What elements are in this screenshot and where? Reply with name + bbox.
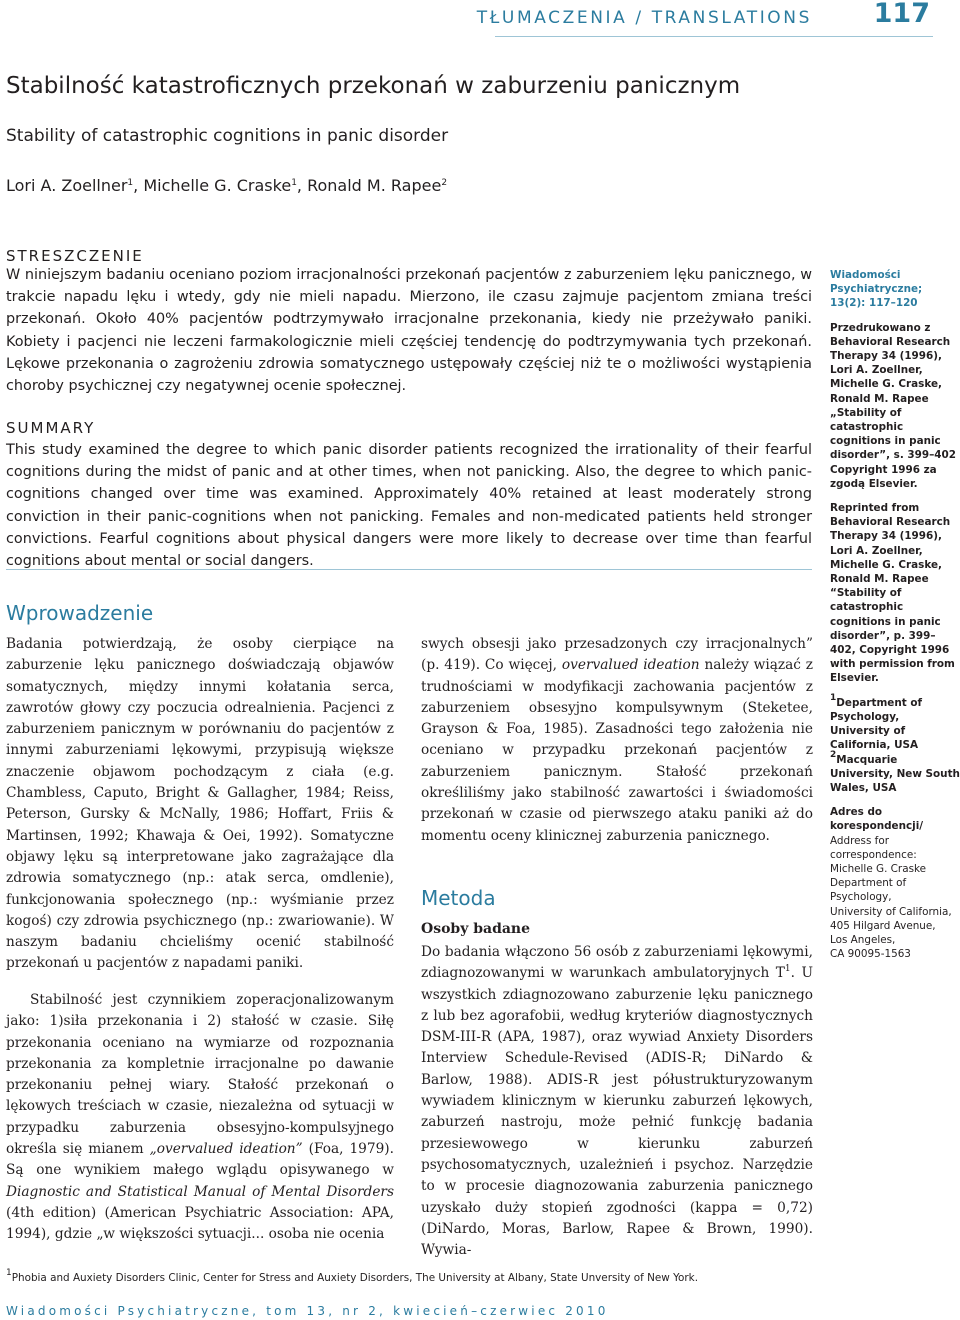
affiliation-sup: 2 xyxy=(830,749,837,760)
body-paragraph xyxy=(421,942,813,1261)
correspondence-line: University of California, xyxy=(830,905,952,918)
footnote xyxy=(6,1268,698,1284)
correspondence-line: Michelle G. Craske xyxy=(830,862,927,875)
text-run: (4th edition) (American Psychiatric Association: APA, 1994), gdzie „w większości sytuacji... osoba nie ocenia xyxy=(6,1204,394,1243)
page-number: 117 xyxy=(873,0,930,29)
footnote-text: Phobia and Auxiety Disorders Clinic, Center for Stress and Auxiety Disorders, The University at Albany, State Unversity of New York. xyxy=(11,1272,698,1284)
affiliation-2 xyxy=(830,749,960,796)
body-paragraph xyxy=(421,634,813,847)
intro-heading: Wprowadzenie xyxy=(6,601,154,625)
summary-text: This study examined the degree to which panic disorder patients recognized the irrationality of their fearful cognitions during the midst of panic and at other times, when not panicking. Also, the degree to which panic-cognitions changed over time was examined. Approximately 40% retained at least moderately strong conviction in their panic-cognitions when not panicking. Females and non-medicated patients held stronger convictions. Fearful cognitions about physical dangers were more likely to decrease over time than fearful cognitions about mental or social dangers. xyxy=(6,442,812,570)
summary-heading: SUMMARY xyxy=(6,419,96,437)
affiliation-1 xyxy=(830,692,960,753)
text-run: swych obsesji jako przesadzonych czy irracjonalnych” (p. 419). Co więcej, xyxy=(421,636,813,674)
text-run: Stabilność jest czynnikiem zoperacjonalizowanym jako: 1)siła przekonania i 2) stałość w czasie. Siłę przekonania oceniano na wymiarze od rozpoznania przekonania za kompletnie irracjonalne po dawanie przekonaniu pełnej wiary. Stałość przekonań o lękowych treściach w czasie, niezależna od sytuacji w przypadku zaburzenia obsesyjno-kompulsyjnego określa się mianem xyxy=(6,992,394,1158)
correspondence-line: CA 90095-1563 xyxy=(830,948,911,961)
body-paragraph xyxy=(6,990,394,1246)
author-name: Ronald M. Rapee xyxy=(307,176,442,195)
article-subtitle: Stability of catastrophic cognitions in panic disorder xyxy=(6,126,449,146)
affiliations xyxy=(830,692,960,795)
section-divider xyxy=(6,569,812,570)
correspondence-label: Adres do korespondencji/ xyxy=(830,806,924,833)
journal-info xyxy=(830,268,960,311)
text-run: Do badania włączono 56 osób z zaburzeniami lękowymi, zdiagnozowanymi w warunkach ambulatoryjnych T xyxy=(421,944,813,982)
abstract-text: W niniejszym badaniu oceniano poziom irracjonalności przekonań pacjentów z zaburzeniem lęku panicznego, w trakcie napadu lęku i wtedy, gdy nie mieli napadu. Mierzono, ile czasu zajmuje pacjentom zmiana treści przekonań. Około 40% pacjentów podtrzymywało irracjonalne przekonania, kiedy nie przeżywało paniki. Kobiety i pacjenci nie leczeni farmakologicznie mieli częściej tendencję do podtrzymywania tych przekonań. Lękowe przekonania o zagrożeniu zdrowia somatycznego ustępowały częściej niż te o możliwości wystąpienia choroby psychicznej czy negatywnej ocenie społecznej. xyxy=(6,267,812,395)
correspondence-line: Los Angeles, xyxy=(830,933,896,946)
correspondence-line: 405 Hilgard Avenue, xyxy=(830,919,936,932)
correspondence-line: Department of Psychology, xyxy=(830,877,907,904)
journal-issue: 13(2): 117–120 xyxy=(830,297,918,310)
text-run: . U wszystkich zdiagnozowano zaburzenie lęku panicznego z lub bez agorafobii, według kryteriów diagnostycznych DSM-III-R (APA, 1987), oraz wywiad Anxiety Disorders Interview Schedule-Revised (ADIS-R; DiNardo & Barlow, 1988). ADIS-R jest półustrukturyzowanym wywiadem klinicznym w kierunku zaburzeń lękowych, zaburzeń nastroju, może pełnić funkcję badania przesiewowego w kierunku zaburzeń psychosomatycznych, uzależnień i psychoz. Narzędzie to w procesie diagnozowania zaburzenia panicznego uzyskało duży stopień zgodności (kappa = 0,72) (DiNardo, Moras, Barlow, Rapee & Brown, 1990). Wywia- xyxy=(421,965,813,1259)
journal-name: Wiadomości Psychiatryczne; xyxy=(830,269,923,296)
footnote-ref: 1 xyxy=(784,964,791,975)
reprint-note-en: Reprinted from Behavioral Research Therapy 34 (1996), Lori A. Zoellner, Michelle G. Craske, Ronald M. Rapee “Stability of catastrophic cognitions in panic disorder”, p. 399–402, Copyright 1996 with permission from Elsevier. xyxy=(830,502,955,685)
author-separator: , xyxy=(133,176,144,195)
emphasis-text: Diagnostic and Statistical Manual of Mental Disorders xyxy=(6,1183,394,1200)
article-title: Stabilność katastroficznych przekonań w zaburzeniu panicznym xyxy=(6,73,741,99)
author-name: Lori A. Zoellner xyxy=(6,176,128,195)
header-rule xyxy=(495,36,933,37)
author-affiliation-sup: 2 xyxy=(441,178,448,188)
affiliation-sup: 1 xyxy=(830,692,837,703)
reprint-note-pl: Przedrukowano z Behavioral Research Therapy 34 (1996), Lori A. Zoellner, Michelle G. Craske, Ronald M. Rapee „Stability of catastrophic cognitions in panic disorder”, s. 399–402 Copyright 1996 za zgodą Elsevier. xyxy=(830,321,956,490)
body-paragraph: Badania potwierdzają, że osoby cierpiące na zaburzenie lęku panicznego doświadczają objawów somatycznych, między innymi kołatania serca, zawrotów głowy czy poczucia odrealnienia. Pacjenci z zaburzeniem panicznym w porównaniu do pacjentów z innymi zaburzeniami lękowymi, przypisują większe znaczenie objawom pochodzącym z ciała (e.g. Chambless, Caputo, Bright & Gallagher, 1984; Reiss, Peterson, Gursky & McNally, 1986; Hoffart, Friis & Martinsen, 1992; Khawaja & Oei, 1992). Somatyczne objawy lęku są interpretowane jako zagrażające dla zdrowia somatycznego (np.: atak serca, omdlenie), funkcjonowania społecznego (np.: wyśmianie przez kogoś) czy zdrowia psychicznego (np.: zwariowanie). W naszym badaniu chcieliśmy ocenić stabilność przekonań u pacjentów z napadami paniki. xyxy=(6,636,394,972)
emphasis-text: overvalued ideation xyxy=(561,657,700,674)
author-name: Michelle G. Craske xyxy=(143,176,292,195)
correspondence xyxy=(830,805,960,961)
correspondence-label-en: Address for correspondence: xyxy=(830,834,917,861)
emphasis-text: „overvalued ideation” xyxy=(149,1141,303,1158)
author-separator: , xyxy=(296,176,308,195)
running-header: TŁUMACZENIA / TRANSLATIONS xyxy=(476,8,812,28)
method-heading: Metoda xyxy=(421,886,496,910)
affiliation-text: Department of Psychology, University of California, USA xyxy=(830,696,922,752)
text-run: (Foa, 1979). Są one wynikiem małego wglądu opisywanego w xyxy=(6,1141,394,1179)
author-affiliation-sup: 1 xyxy=(291,178,297,188)
text-run: należy wiązać z trudnościami w modyfikacji zachowania pacjentów z zaburzeniem obsesyjno kompulsywnym (Steketee, Grayson & Foa, 1985). Zasadności tego założenia nie oceniano w przypadku przekonań pacjentów z zaburzeniem panicznym. Stałość przekonań określiliśmy jako stabilność zawartości i świadomości przekonań w czasie od pierwszego ataku paniki aż do momentu oceny klinicznej zaburzenia panicznego. xyxy=(421,657,814,844)
subjects-subheading: Osoby badane xyxy=(421,921,531,937)
author-list xyxy=(6,176,447,195)
sidebar xyxy=(830,268,960,971)
footnote-sup: 1 xyxy=(6,1268,12,1278)
affiliation-text: Macquarie University, New South Wales, USA xyxy=(830,753,960,794)
author-affiliation-sup: 1 xyxy=(127,178,134,188)
running-footer: Wiadomości Psychiatryczne, tom 13, nr 2, kwiecień–czerwiec 2010 xyxy=(6,1304,609,1318)
abstract-heading: STRESZCZENIE xyxy=(6,247,144,265)
